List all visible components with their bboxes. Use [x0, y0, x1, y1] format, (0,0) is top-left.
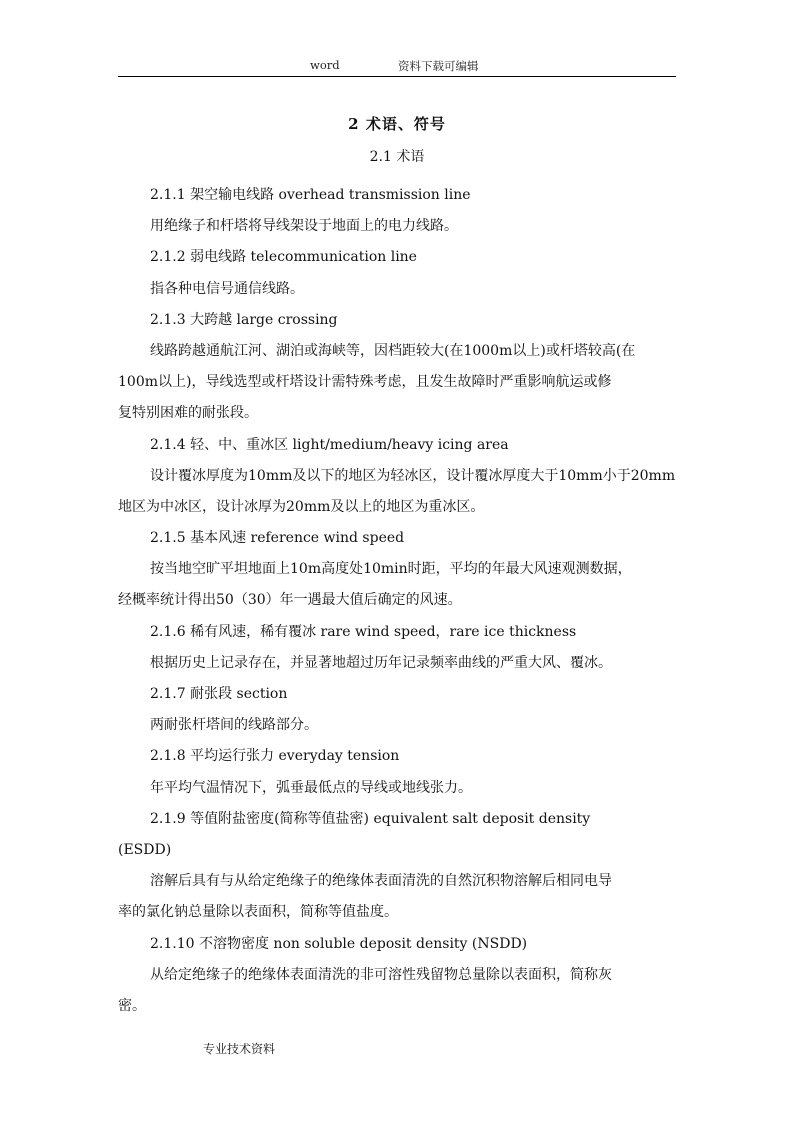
text-line: 密。 — [118, 997, 146, 1014]
text-line: 指各种电信号通信线路。 — [150, 280, 304, 297]
header-word-label: word — [310, 58, 340, 72]
page-header — [118, 56, 676, 77]
text-line: 2.1.7 耐张段 section — [150, 686, 288, 702]
text-line: 经概率统计得出50（30）年一遇最大值后确定的风速。 — [118, 592, 462, 609]
chapter-title: 2 术语、符号 — [348, 115, 446, 133]
text-line: 线路跨越通航江河、湖泊或海峡等，因档距较大(在1000m以上)或杆塔较高(在 — [150, 342, 636, 359]
page-footer: 专业技术资料 — [203, 1042, 276, 1056]
text-line: 2.1.3 大跨越 large crossing — [150, 311, 338, 328]
text-line: 率的氯化钠总量除以表面积，简称等值盐度。 — [118, 904, 398, 921]
text-line: 设计覆冰厚度为10mm及以下的地区为轻冰区，设计覆冰厚度大于10mm小于20mm — [150, 467, 676, 484]
text-line: 复特别困难的耐张段。 — [118, 405, 258, 422]
text-line: 溶解后具有与从给定绝缘子的绝缘体表面清洗的自然沉积物溶解后相同电导 — [150, 873, 612, 890]
text-line: (ESDD) — [118, 841, 172, 858]
text-line: 2.1.9 等值附盐密度(简称等值盐密) equivalent salt deposit density — [150, 810, 591, 827]
text-line: 年平均气温情况下，弧垂最低点的导线或地线张力。 — [150, 779, 472, 796]
text-line: 按当地空旷平坦地面上10m高度处10min时距，平均的年最大风速观测数据， — [150, 561, 632, 578]
text-line: 根据历史上记录存在，并显著地超过历年记录频率曲线的严重大风、覆冰。 — [150, 654, 612, 671]
text-line: 两耐张杆塔间的线路部分。 — [150, 717, 318, 734]
text-line: 2.1.2 弱电线路 telecommunication line — [150, 249, 417, 266]
text-line: 2.1.6 稀有风速，稀有覆冰 rare wind speed，rare ice thickness — [150, 623, 577, 640]
text-line: 2.1.4 轻、中、重冰区 light/medium/heavy icing area — [150, 436, 509, 453]
text-line: 100m以上)，导线选型或杆塔设计需特殊考虑，且发生故障时严重影响航运或修 — [118, 374, 612, 391]
text-line: 用绝缘子和杆塔将导线架设于地面上的电力线路。 — [150, 218, 458, 235]
header-editable-label: 资料下载可编辑 — [398, 59, 479, 73]
text-line: 地区为中冰区，设计冰厚为20mm及以上的地区为重冰区。 — [118, 498, 485, 515]
text-line: 从给定绝缘子的绝缘体表面清洗的非可溶性残留物总量除以表面积，简称灰 — [150, 966, 612, 983]
document-body — [118, 180, 694, 1022]
section-title: 2.1 术语 — [369, 149, 425, 165]
text-line: 2.1.8 平均运行张力 everyday tension — [150, 748, 400, 765]
text-line: 2.1.5 基本风速 reference wind speed — [150, 530, 405, 547]
text-line: 2.1.1 架空输电线路 overhead transmission line — [150, 187, 471, 203]
text-line: 2.1.10 不溶物密度 non soluble deposit density (NSDD) — [150, 935, 528, 952]
